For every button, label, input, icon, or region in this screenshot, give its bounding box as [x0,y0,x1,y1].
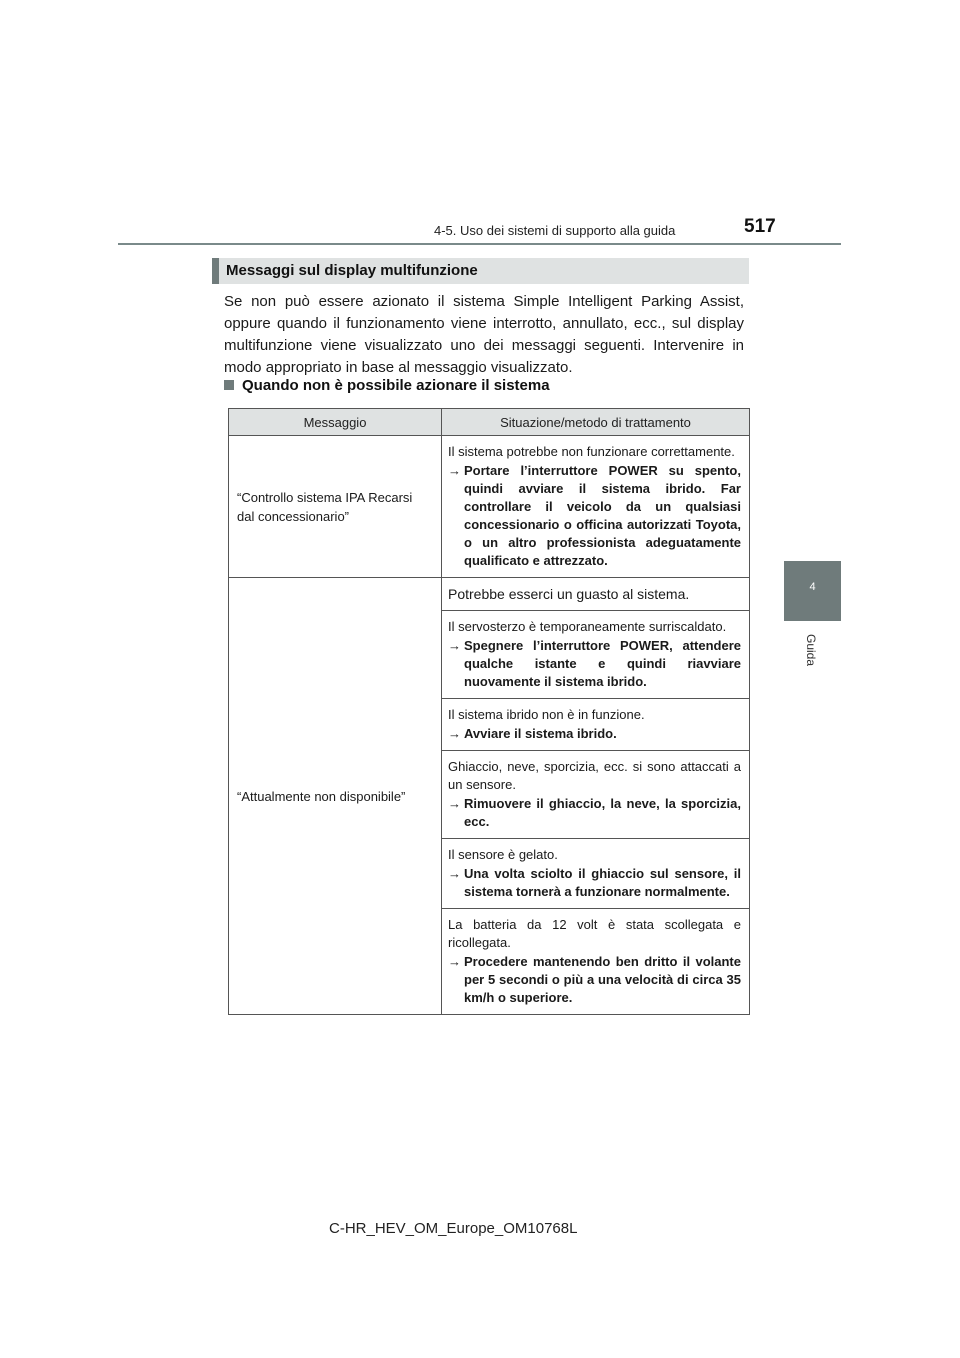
action-text: Procedere mantenendo ben dritto il volante per 5 secondi o più a una velocità di circa 35 km/h o superiore. [464,954,741,1005]
action-line [448,462,741,570]
footer-document-code: C-HR_HEV_OM_Europe_OM10768L [329,1220,578,1237]
table-cell-situation [442,578,750,611]
situation-text: Il sensore è gelato. [448,847,558,862]
situation-text: Il servosterzo è temporaneamente surriscaldato. [448,619,727,634]
table-row [229,578,750,611]
page-number: 517 [744,216,776,237]
arrow-icon: → [448,796,461,811]
table-cell-situation [442,839,750,909]
message-text: “Attualmente non disponibile” [237,788,406,804]
chapter-tab-label: Guida [804,633,818,667]
subheading [224,377,550,394]
situation-block [442,699,749,750]
table-cell-situation [442,909,750,1015]
table-row [229,436,750,578]
action-line [448,953,741,1007]
situation-block [442,436,749,577]
action-line [448,795,741,831]
action-line [448,637,741,691]
action-text: Avviare il sistema ibrido. [464,726,617,741]
chapter-tab [784,561,841,621]
action-line [448,725,741,743]
situation-block [442,611,749,698]
header-divider [118,243,841,245]
table-cell-situation [442,611,750,699]
situation-block [442,578,749,610]
table-header-message: Messaggio [229,409,442,436]
situation-block [442,751,749,838]
table-cell-message [229,578,442,1015]
intro-paragraph: Se non può essere azionato il sistema Simple Intelligent Parking Assist, oppure quando il funzionamento viene interrotto, annullato, ecc., sul display multifunzione viene visualizzato uno dei messaggi seguenti. Intervenire in modo appropriato in base al messaggio visualizzato. [224,293,744,376]
section-title-bar [212,258,749,284]
arrow-icon: → [448,638,461,653]
situation-text: La batteria da 12 volt è stata scollegata e ricollegata. [448,917,741,950]
action-text: Rimuovere il ghiaccio, la neve, la sporcizia, ecc. [464,796,741,829]
action-text: Portare l’interruttore POWER su spento, quindi avviare il sistema ibrido. Far controllare il veicolo da un qualsiasi concessionario o officina autorizzati Toyota, o un altro professionista adeguatamente qualificato e attrezzato. [464,463,741,568]
table-cell-situation [442,751,750,839]
table-cell-situation [442,699,750,751]
section-title-accent [212,258,219,284]
chapter-tab-number: 4 [809,581,816,593]
situation-text: Il sistema potrebbe non funzionare correttamente. [448,444,735,459]
chapter-tab-label-wrap [804,630,818,670]
message-text: “Controllo sistema IPA Recarsi dal concessionario” [237,489,413,524]
situation-text: Il sistema ibrido non è in funzione. [448,707,645,722]
section-title: Messaggi sul display multifunzione [226,262,478,279]
square-bullet-icon [224,380,234,390]
table-cell-message [229,436,442,578]
arrow-icon: → [448,463,461,478]
message-table [228,408,750,1015]
situation-block [442,839,749,908]
table-header-situation: Situazione/metodo di trattamento [442,409,750,436]
arrow-icon: → [448,726,461,741]
situation-block [442,909,749,1014]
table-cell-situation [442,436,750,578]
action-text: Spegnere l’interruttore POWER, attendere qualche istante e quindi riavviare nuovamente il sistema ibrido. [464,638,741,689]
arrow-icon: → [448,866,461,881]
arrow-icon: → [448,954,461,969]
situation-text: Potrebbe esserci un guasto al sistema. [448,586,690,602]
table-header-row [229,409,750,436]
action-line [448,865,741,901]
action-text: Una volta sciolto il ghiaccio sul sensore, il sistema tornerà a funzionare normalmente. [464,866,741,899]
subheading-text: Quando non è possibile azionare il sistema [242,377,550,394]
situation-text: Ghiaccio, neve, sporcizia, ecc. si sono attaccati a un sensore. [448,759,741,792]
header-section-title: 4-5. Uso dei sistemi di supporto alla guida [434,223,676,238]
